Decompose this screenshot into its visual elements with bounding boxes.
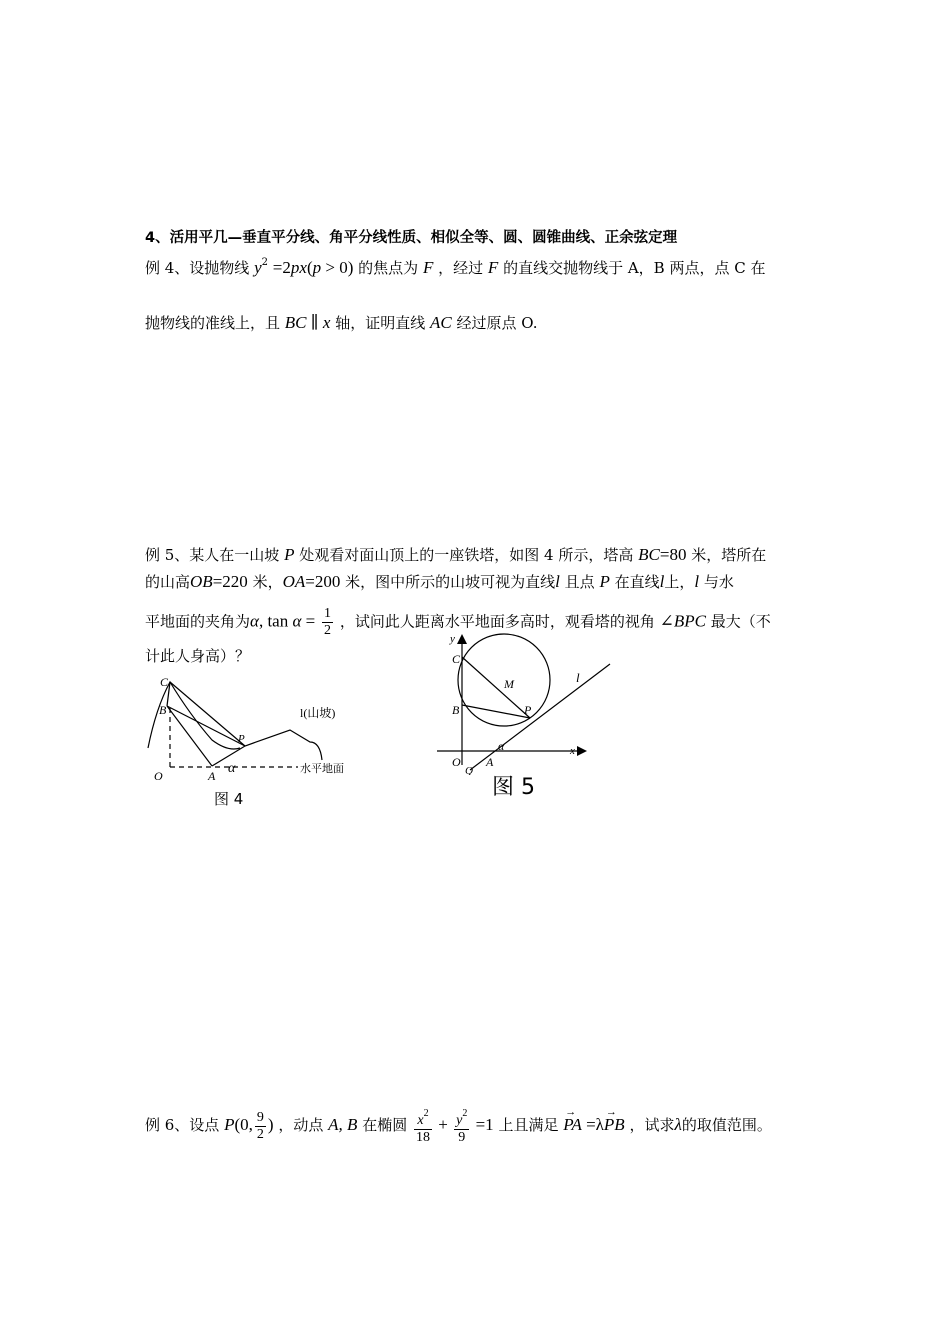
ex5-text: 上， <box>664 573 695 591</box>
ex5-text: 的山高 <box>145 573 191 591</box>
fig4-caption: 图 4 <box>214 790 244 808</box>
ex4-BC: BC <box>284 313 307 332</box>
ex5-BC: BC <box>638 545 660 564</box>
fig5-label-l: l <box>576 670 580 685</box>
ex5-angle: ∠BPC <box>659 611 706 631</box>
ex6-text: ，动点 <box>278 1116 324 1134</box>
example4-line1: 例 4、设抛物线 $y^2 =2px(p > 0)$ 的焦点为 F ，经过 F 的直线交抛物线于 A，B 两点，点 C 在 <box>145 257 766 277</box>
ex5-tan: , tan <box>258 611 293 631</box>
ex4-F: F <box>422 258 434 277</box>
ex5-l: l <box>555 572 560 591</box>
fig4-label-slope: l(山坡) <box>300 706 336 720</box>
ex4-eq-p: p <box>312 258 322 277</box>
ex6-AB: A, B <box>328 1115 358 1134</box>
fig4-label-B: B <box>159 703 167 717</box>
fig5-label-C: C <box>452 652 461 666</box>
ex6-x2-over-18: $\frac{x^2}{18}$ <box>416 1108 431 1145</box>
ex5-alpha: α <box>250 611 259 631</box>
fig4-label-A: A <box>208 769 216 783</box>
ex6-text: 上且满足 <box>498 1116 559 1134</box>
ex6-P: P <box>224 1115 235 1134</box>
ex4-text: ，经过 <box>438 259 484 277</box>
section-heading: 4、活用平几—垂直平分线、角平分线性质、相似全等、圆、圆锥曲线、正余弦定理 <box>145 230 678 246</box>
fig5-label-P: P <box>524 703 532 717</box>
ex5-text: 米，塔所在 <box>691 546 767 564</box>
fig5-x-arrow <box>577 746 587 756</box>
ex6-text: 的取值范围。 <box>681 1116 772 1134</box>
fig5-label-O: O <box>452 755 461 769</box>
ex5-text: 计此人身高）？ <box>145 647 251 665</box>
ex5-text: 在直线 <box>614 573 660 591</box>
ex5-bc-val: =80 <box>659 545 687 564</box>
ex5-oa-val: =200 <box>305 572 341 591</box>
fig5-line-BP <box>462 705 530 718</box>
ex4-x: x <box>322 313 331 332</box>
ex6-y2-over-9: $\frac{y^2}{9}$ <box>456 1108 468 1145</box>
fig4-label-O: O <box>154 769 163 783</box>
fig5-label-alpha: α <box>498 739 505 753</box>
fig4-label-ground: 水平地面 <box>300 763 344 775</box>
ex4-eq: =2 <box>272 258 291 277</box>
example5-line4 <box>145 646 250 666</box>
fig5-label-Q: Q <box>465 765 473 775</box>
ex6-p-open: (0, <box>234 1115 253 1134</box>
ex6-text: 例 6、设点 <box>145 1116 220 1134</box>
ex5-alpha2: α <box>292 611 302 631</box>
ex6-text: ，试求 <box>629 1116 675 1134</box>
example4-line2 <box>145 313 538 333</box>
example5-line2 <box>145 572 734 592</box>
ex5-P: P <box>284 545 295 564</box>
ex4-eq-px: px <box>290 258 307 277</box>
fig5-label-A: A <box>486 755 494 769</box>
fig5-y-arrow <box>457 634 467 644</box>
ex6-lambda: =λ <box>581 1115 604 1134</box>
ex5-half: $\frac{1}{2}$ <box>324 606 332 638</box>
fig5-label-y: y <box>450 633 455 645</box>
ex5-text: 例 5、某人在一山坡 <box>145 546 280 564</box>
ex5-text: 且点 <box>564 573 595 591</box>
fig5-caption: 图 5 <box>492 775 535 800</box>
ex6-eq1: =1 <box>471 1115 494 1134</box>
ex5-ob-val: =220 <box>212 572 248 591</box>
ex5-l2: l <box>659 572 665 591</box>
figure-5 <box>432 630 622 775</box>
ex4-text: 抛物线的准线上，且 <box>145 314 281 332</box>
ex4-text: 的直线交抛物线于 A，B 两点，点 C 在 <box>503 259 766 277</box>
ex6-p-close: ) <box>267 1115 274 1134</box>
fig5-label-B: B <box>452 703 460 717</box>
ex5-OA: OA <box>282 572 306 591</box>
fig4-line-CP <box>170 682 245 746</box>
ex5-text: 最大（不 <box>710 612 771 631</box>
ex4-text: 的焦点为 <box>358 259 419 277</box>
fig4-label-alpha: α <box>228 761 236 776</box>
ex4-text: 轴，证明直线 <box>335 314 426 332</box>
ex5-l3: l <box>694 572 700 591</box>
figure-4 <box>140 670 370 785</box>
ex6-vec-PB: → PB <box>604 1115 625 1135</box>
ex5-P2: P <box>599 572 610 591</box>
fig5-label-M: M <box>504 677 514 691</box>
fig4-line-BA <box>167 706 212 766</box>
ex5-text: 处观看对面山顶上的一座铁塔，如图 4 所示，塔高 <box>299 546 634 564</box>
ex4-eq-gt: > 0) <box>321 258 354 277</box>
ex5-text: 与水 <box>703 573 734 591</box>
ex5-text: 米， <box>252 573 283 591</box>
ex5-text: 米，图中所示的山坡可视为直线 <box>345 573 556 591</box>
ex5-tan-eq: = <box>301 611 316 631</box>
ex6-vec-PA: → PA <box>563 1115 582 1135</box>
ex6-lambda2: λ <box>674 1115 682 1134</box>
fig5-line-CP <box>462 657 530 718</box>
ex4-AC: AC <box>430 313 452 332</box>
example5-line1 <box>145 545 766 565</box>
ex4-par: ∥ <box>306 313 323 332</box>
ex4-F2: F <box>487 258 499 277</box>
ex6-text: 在椭圆 <box>362 1116 408 1134</box>
ex6-plus: + <box>434 1115 453 1134</box>
ex5-OB: OB <box>190 572 213 591</box>
ex4-text: 经过原点 O. <box>456 314 538 332</box>
fig5-label-x: x <box>570 745 575 757</box>
fig4-label-P: P <box>238 733 245 745</box>
fig4-label-C: C <box>160 675 169 689</box>
ex5-text: ，试问此人距离水平地面多高时，观看塔的视角 <box>339 612 655 631</box>
ex4-eq-y: y <box>254 258 262 277</box>
example6-line1 <box>145 1106 772 1146</box>
ex6-nine-halves: $\frac{9}{2}$ <box>256 1109 264 1142</box>
ex4-eq-sup: 2 <box>261 257 269 268</box>
ex5-text: 平地面的夹角为 <box>145 612 251 631</box>
ex4-text: 例 4、设抛物线 <box>145 259 250 277</box>
